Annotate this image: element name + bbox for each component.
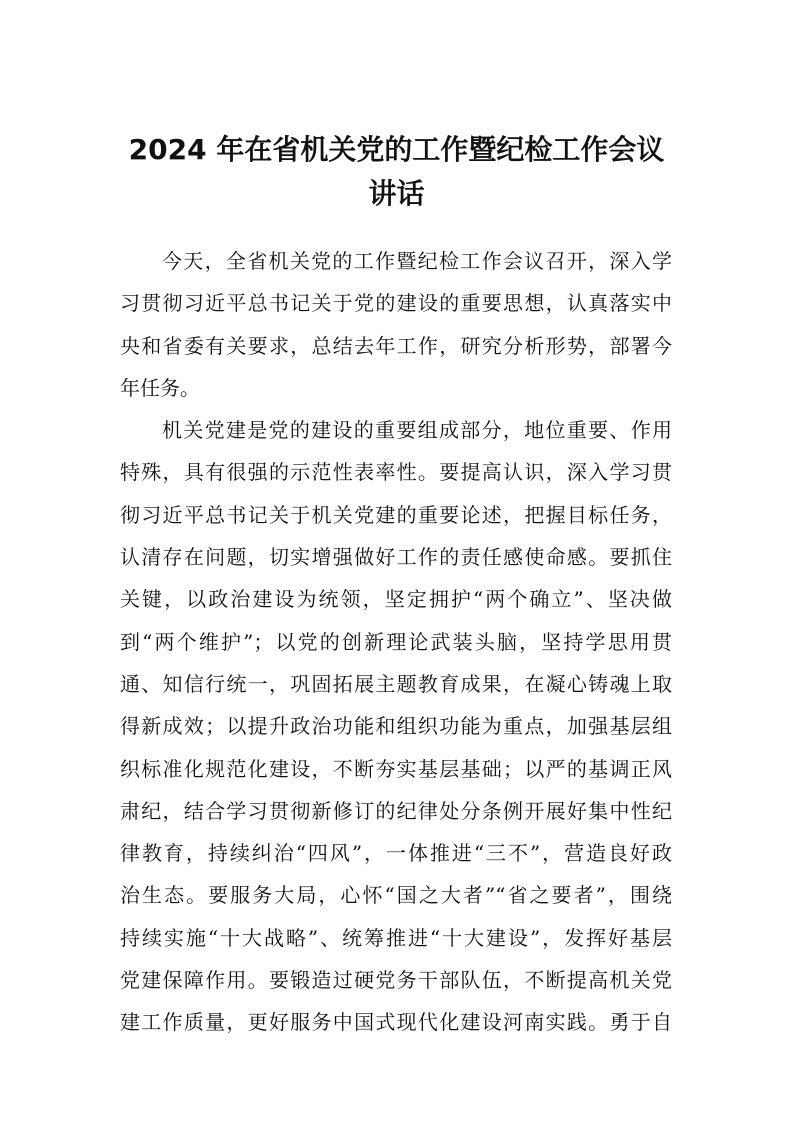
text-line: 认清存在问题，切实增强做好工作的责任感使命感。要抓住 [120,545,672,570]
document-body [120,244,672,1048]
text-line: 特殊，具有很强的示范性表率性。要提高认识，深入学习贯 [120,460,672,485]
text-line: 肃纪，结合学习贯彻新修订的纪律处分条例开展好集中性纪 [120,798,672,823]
text-line: 关键，以政治建设为统领，坚定拥护“两个确立”、坚决做 [120,587,672,612]
paragraph [120,244,672,413]
text-line: 今天，全省机关党的工作暨纪检工作会议召开，深入学 [162,249,672,273]
text-line: 持续实施“十大战略”、统筹推进“十大建设”，发挥好基层 [120,925,672,950]
text-line: 机关党建是党的建设的重要组成部分，地位重要、作用 [162,418,672,443]
text-line: 通、知信行统一，巩固拓展主题教育成果，在凝心铸魂上取 [120,671,672,696]
text-line: 习贯彻习近平总书记关于党的建设的重要思想，认真落实中 [120,291,672,316]
text-line: 到“两个维护”；以党的创新理论武装头脑，坚持学思用贯 [120,629,672,654]
text-line: 得新成效；以提升政治功能和组织功能为重点，加强基层组 [120,714,672,739]
text-line: 年任务。 [120,375,200,400]
text-line: 党建保障作用。要锻造过硬党务干部队伍，不断提高机关党 [120,968,672,993]
paragraph [120,413,672,1047]
document-title-line-1: 2024 年在省机关党的工作暨纪检工作会议 [128,133,665,166]
text-line: 彻习近平总书记关于机关党建的重要论述，把握目标任务， [120,502,672,527]
text-line: 建工作质量，更好服务中国式现代化建设河南实践。勇于自 [120,1010,672,1035]
text-line: 律教育，持续纠治“四风”，一体推进“三不”，营造良好政 [120,841,672,866]
text-line: 治生态。要服务大局，心怀“国之大者”“省之要者”，围绕 [120,883,672,908]
document-title-line-2: 讲话 [368,177,425,210]
text-line: 央和省委有关要求，总结去年工作，研究分析形势，部署今 [120,333,672,358]
text-line: 织标准化规范化建设，不断夯实基层基础；以严的基调正风 [120,756,672,781]
